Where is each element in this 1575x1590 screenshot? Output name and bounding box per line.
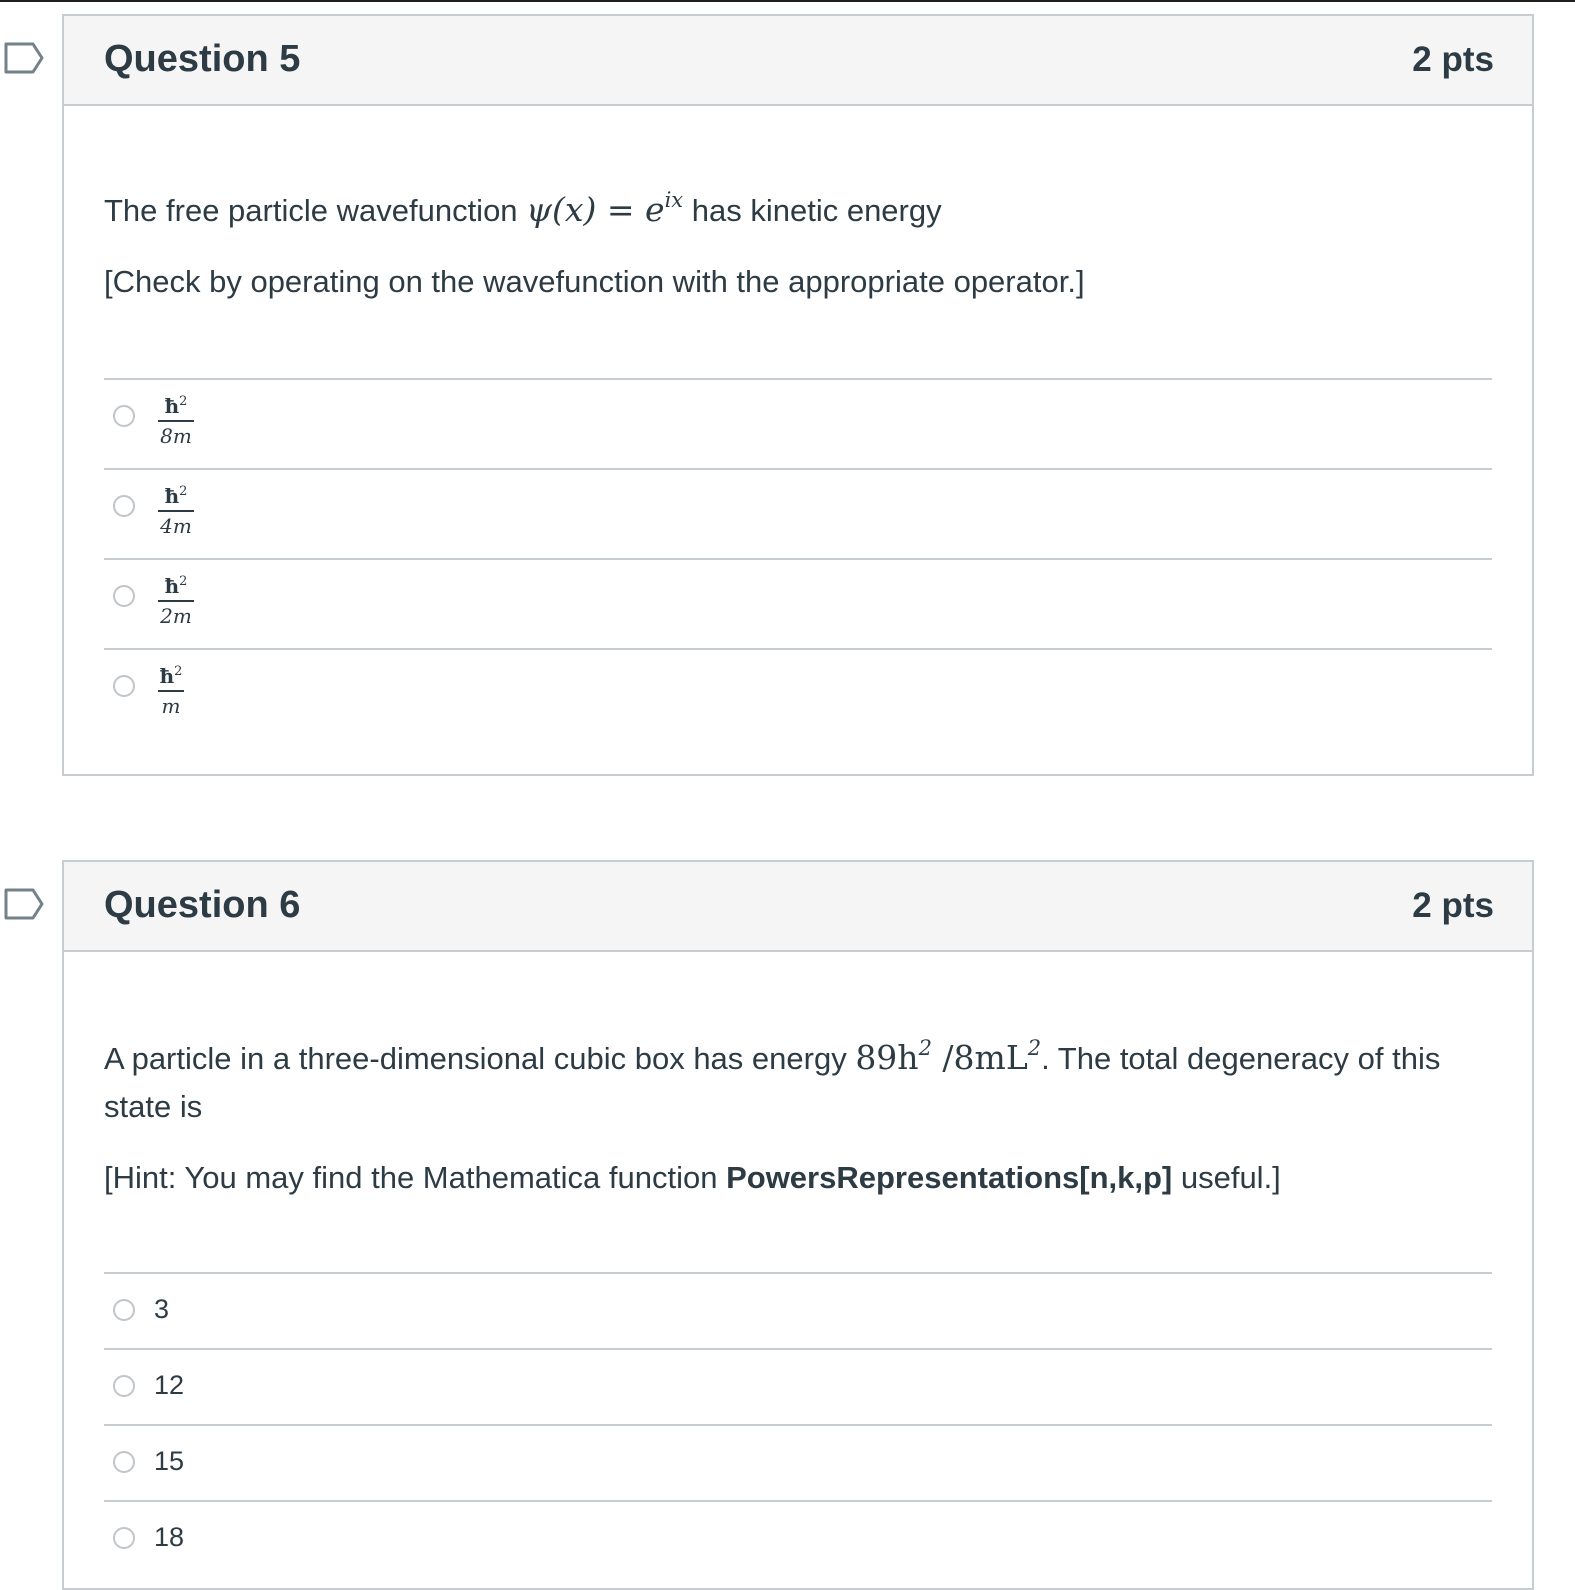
- answer-option[interactable]: [104, 470, 1492, 560]
- radio-unchecked-icon[interactable]: [113, 405, 135, 427]
- radio-unchecked-icon[interactable]: [113, 675, 135, 697]
- math-exponent: ix: [664, 188, 684, 212]
- answer-option[interactable]: [104, 1274, 1492, 1350]
- radio-unchecked-icon[interactable]: [113, 495, 135, 517]
- fraction-denominator: m: [161, 694, 181, 718]
- answer-list: [104, 1272, 1492, 1578]
- fraction-denominator: 2m: [160, 604, 192, 628]
- math-part-a: 89h: [855, 1038, 919, 1077]
- radio-unchecked-icon[interactable]: [113, 585, 135, 607]
- answer-label: 3: [154, 1294, 170, 1324]
- answer-list: [104, 378, 1492, 740]
- question-5-card: [62, 14, 1534, 776]
- fraction-bar: [158, 420, 194, 422]
- question-5-header: [64, 16, 1532, 106]
- question-prompt: [104, 186, 942, 235]
- question-prompt: [104, 1034, 1484, 1131]
- question-points: 2 pts: [1412, 886, 1494, 925]
- radio-unchecked-icon[interactable]: [113, 1527, 135, 1549]
- question-instruction: [Check by operating on the wavefunction with the appropriate operator.]: [104, 264, 1085, 299]
- question-6-header: [64, 862, 1532, 952]
- radio-unchecked-icon[interactable]: [113, 1299, 135, 1321]
- answer-fraction: [158, 574, 194, 628]
- fraction-numerator: $ħ^2$: [159, 664, 183, 688]
- radio-unchecked-icon[interactable]: [113, 1375, 135, 1397]
- fraction-denominator: 8m: [160, 424, 192, 448]
- answer-option[interactable]: [104, 1426, 1492, 1502]
- math-exponent-b: 2: [1027, 1036, 1042, 1060]
- hint-text-start: [Hint: You may find the Mathematica function: [104, 1160, 727, 1195]
- answer-option[interactable]: [104, 560, 1492, 650]
- hint-text-end: useful.]: [1172, 1160, 1281, 1195]
- flag-question-6-icon[interactable]: [3, 887, 45, 921]
- prompt-text-start: The free particle wavefunction: [104, 193, 527, 228]
- answer-option[interactable]: [104, 1502, 1492, 1578]
- answer-option[interactable]: [104, 1350, 1492, 1426]
- fraction-bar: [158, 510, 194, 512]
- prompt-text-start: A particle in a three-dimensional cubic box has energy: [104, 1041, 856, 1076]
- wavefunction-math: [526, 190, 683, 229]
- energy-math: [855, 1038, 1041, 1077]
- question-title: Question 5: [104, 38, 301, 80]
- fraction-numerator: $ħ^2$: [164, 394, 188, 418]
- top-divider: [0, 0, 1575, 2]
- fraction-bar: [158, 690, 184, 692]
- fraction-bar: [158, 600, 194, 602]
- fraction-numerator: $ħ^2$: [164, 574, 188, 598]
- hint-function-name: PowersRepresentations[n,k,p]: [726, 1160, 1173, 1195]
- answer-fraction: [158, 484, 194, 538]
- answer-option[interactable]: [104, 650, 1492, 740]
- radio-unchecked-icon[interactable]: [113, 1451, 135, 1473]
- answer-label: 18: [154, 1522, 185, 1552]
- answer-fraction: [158, 394, 194, 448]
- prompt-text-end: has kinetic energy: [683, 193, 942, 228]
- answer-label: 15: [154, 1446, 185, 1476]
- question-title: Question 6: [104, 884, 301, 926]
- fraction-numerator: $ħ^2$: [164, 484, 188, 508]
- question-hint: [104, 1154, 1281, 1202]
- answer-option[interactable]: [104, 380, 1492, 470]
- answer-label: 12: [154, 1370, 185, 1400]
- fraction-denominator: 4m: [160, 514, 192, 538]
- prompt-text-end: . The total degeneracy of this state is: [104, 1041, 1441, 1124]
- flag-question-5-icon[interactable]: [3, 41, 45, 75]
- math-exponent-a: 2: [918, 1036, 932, 1060]
- question-points: 2 pts: [1412, 40, 1494, 79]
- math-part-b: /8mL: [931, 1038, 1028, 1077]
- math-lhs: ψ(x) = e: [526, 190, 665, 229]
- answer-fraction: [158, 664, 184, 718]
- question-6-card: [62, 860, 1534, 1590]
